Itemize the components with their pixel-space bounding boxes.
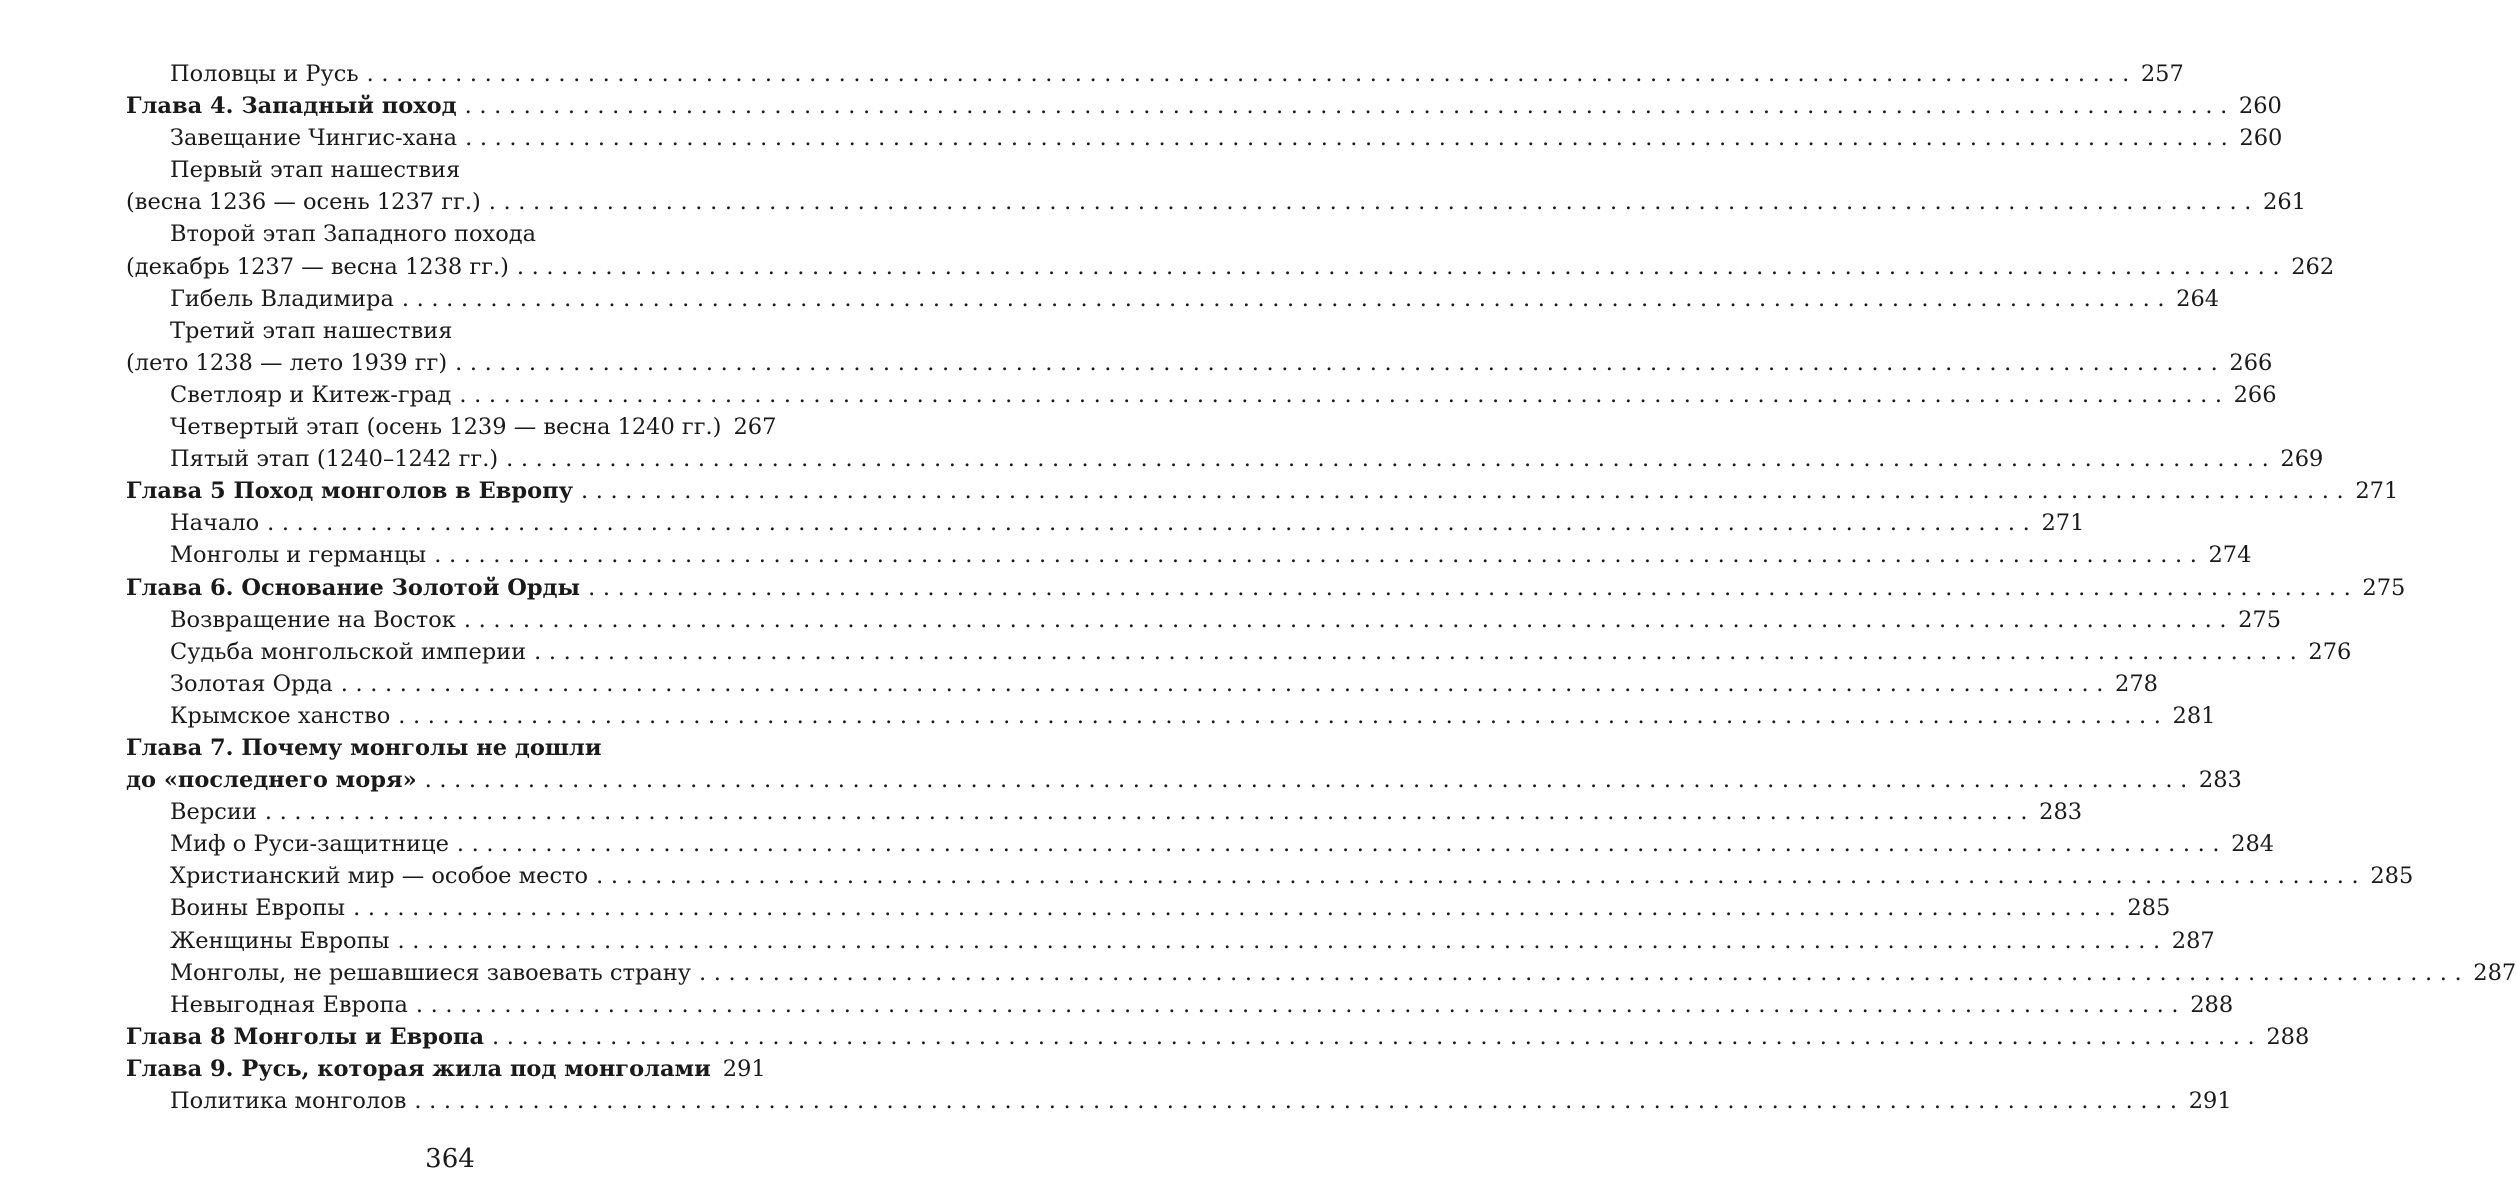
dot-leader: ........................................................................................................................ [264,799,2036,826]
toc-section-entry [126,668,2158,700]
dot-leader: ........................................................................................................................ [465,125,2236,152]
toc-section-entry [126,218,763,250]
toc-section-entry [126,1085,2232,1117]
toc-section-entry [126,154,763,186]
toc-section-entry [126,828,2275,860]
toc-entry-page: 271 [2355,478,2399,505]
dot-leader: ........................................................................................................................ [456,831,2228,858]
toc-entry-title: Крымское ханство [170,702,391,729]
toc-entry-page: 287 [2473,959,2516,986]
toc-section-entry [126,860,2414,892]
toc-section-entry [126,315,763,347]
toc-entry-page: 260 [2238,93,2282,120]
dot-leader: ........................................................................................................................ [464,93,2235,120]
toc-section-entry [126,347,2273,379]
dot-leader: ........................................................................................................................ [366,61,2137,87]
toc-entry-page: 266 [2229,349,2273,376]
toc-entry-title: Невыгодная Европа [170,991,408,1018]
dot-leader: ........................................................................................................................ [459,381,2230,408]
toc-entry-title: до «последнего моря» [126,767,417,794]
toc-entry-page: 284 [2231,831,2275,858]
toc-section-entry [126,892,2171,924]
toc-chapter-entry [126,90,2282,122]
toc-entry-title: Светлояр и Китеж-град [170,381,452,408]
toc-entry-title: Глава 7. Почему монголы не дошли [126,734,602,761]
toc-entry-page: 274 [2208,542,2252,569]
toc-entry-page: 275 [2362,574,2406,601]
toc-entry-page: 291 [722,1055,766,1082]
dot-leader: ........................................................................................................................ [455,349,2226,376]
dot-leader: ........................................................................................................................ [267,510,2038,537]
toc-entry-title: Четвертый этап (осень 1239 — весна 1240 гг.) [170,414,722,441]
dot-leader: ........................................................................................................................ [340,670,2111,697]
table-of-contents [126,58,2516,1117]
toc-entry-title: (декабрь 1237 — весна 1238 гг.) [126,253,509,280]
dot-leader: ........................................................................................................................ [596,863,2367,890]
dot-leader: ........................................................................................................................ [353,895,2124,922]
toc-entry-page: 283 [2039,799,2083,826]
toc-entry-page: 257 [2140,61,2184,87]
toc-entry-title: Пятый этап (1240–1242 гг.) [170,446,499,473]
toc-section-entry [126,122,2283,154]
toc-section-entry [126,925,2215,957]
toc-entry-title: Глава 6. Основание Золотой Орды [126,574,581,601]
toc-entry-title: Гибель Владимира [170,285,394,312]
toc-section-entry [126,283,2220,315]
toc-section-entry [126,251,2335,283]
toc-entry-page: 288 [2190,991,2234,1018]
toc-entry-page: 260 [2239,125,2283,152]
dot-leader: ........................................................................................................................ [401,285,2173,312]
dot-leader: ........................................................................................................................ [415,991,2187,1018]
toc-entry-title: Завещание Чингис-хана [170,125,458,152]
toc-entry-title: Третий этап нашествия [170,317,453,344]
toc-chapter-entry [126,572,2406,604]
toc-section-entry [126,989,2234,1021]
toc-entry-page: 291 [2188,1088,2232,1114]
toc-chapter-entry [126,475,2399,507]
dot-leader: ........................................................................................................................ [516,253,2288,280]
toc-section-entry [126,443,2324,475]
dot-leader: ........................................................................................................................ [488,189,2260,216]
toc-entry-page: 278 [2115,670,2158,697]
toc-entry-page: 275 [2238,606,2282,633]
toc-entry-title: Начало [170,510,260,537]
toc-section-entry [126,700,2216,732]
toc-entry-title: Монголы и германцы [170,542,427,569]
toc-section-entry [126,186,2306,218]
toc-entry-page: 266 [2233,381,2277,408]
toc-entry-title: Возвращение на Восток [170,606,456,633]
toc-chapter-entry [126,1053,766,1085]
toc-entry-title: Глава 9. Русь, которая жила под монголами [126,1055,711,1082]
toc-entry-title: Половцы и Русь [170,61,359,87]
toc-section-entry [126,507,2085,539]
toc-entry-title: Христианский мир — особое место [170,863,589,890]
dot-leader: ........................................................................................................................ [581,478,2352,505]
toc-section-entry [126,379,2277,411]
toc-section-entry [126,957,2516,989]
toc-entry-title: Глава 5 Поход монголов в Европу [126,478,574,505]
toc-entry-title: Воины Европы [170,895,346,922]
toc-entry-title: Глава 4. Западный поход [126,93,457,120]
toc-entry-page: 287 [2171,927,2215,954]
toc-section-entry [126,796,2083,828]
toc-chapter-entry [126,764,2242,796]
toc-section-entry [126,636,2352,668]
dot-leader: ........................................................................................................................ [434,542,2205,569]
toc-entry-title: (лето 1238 — лето 1939 гг) [126,349,448,376]
dot-leader: ........................................................................................................................ [492,1023,2263,1050]
toc-entry-title: Золотая Орда [170,670,333,697]
page-number: 364 [425,1144,475,1174]
dot-leader: ........................................................................................................................ [506,446,2277,473]
toc-entry-page: 267 [733,414,777,441]
toc-section-entry [126,604,2282,636]
toc-entry-title: Судьба монгольской империи [170,638,527,665]
dot-leader: ........................................................................................................................ [534,638,2305,665]
toc-entry-page: 281 [2172,702,2216,729]
toc-entry-title: Женщины Европы [170,927,390,954]
toc-entry-title: Первый этап нашествия [170,157,461,184]
toc-entry-title: Монголы, не решавшиеся завоевать страну [170,959,692,986]
toc-entry-page: 276 [2308,638,2352,665]
toc-entry-title: (весна 1236 — осень 1237 гг.) [126,189,481,216]
toc-entry-title: Второй этап Западного похода [170,221,537,248]
dot-leader: ........................................................................................................................ [463,606,2235,633]
toc-entry-title: Политика монголов [170,1088,407,1114]
dot-leader: ........................................................................................................................ [424,767,2195,794]
toc-entry-page: 285 [2127,895,2171,922]
toc-section-entry [126,58,2184,90]
toc-entry-page: 264 [2176,285,2220,312]
toc-entry-page: 283 [2198,767,2242,794]
dot-leader: ........................................................................................................................ [398,702,2169,729]
dot-leader: ........................................................................................................................ [588,574,2359,601]
toc-entry-page: 262 [2291,253,2335,280]
toc-chapter-entry [126,732,763,764]
toc-entry-page: 288 [2266,1023,2310,1050]
toc-section-entry [126,539,2252,571]
toc-entry-title: Глава 8 Монголы и Европа [126,1023,485,1050]
toc-entry-title: Версии [170,799,257,826]
toc-chapter-entry [126,1021,2310,1053]
toc-entry-page: 285 [2370,863,2414,890]
dot-leader: ........................................................................................................................ [699,959,2470,986]
toc-section-entry [126,411,777,443]
dot-leader: ........................................................................................................................ [414,1088,2185,1114]
toc-entry-title: Миф о Руси-защитнице [170,831,449,858]
toc-entry-page: 271 [2041,510,2085,537]
toc-entry-page: 269 [2280,446,2324,473]
dot-leader: ........................................................................................................................ [397,927,2168,954]
toc-entry-page: 261 [2263,189,2306,216]
